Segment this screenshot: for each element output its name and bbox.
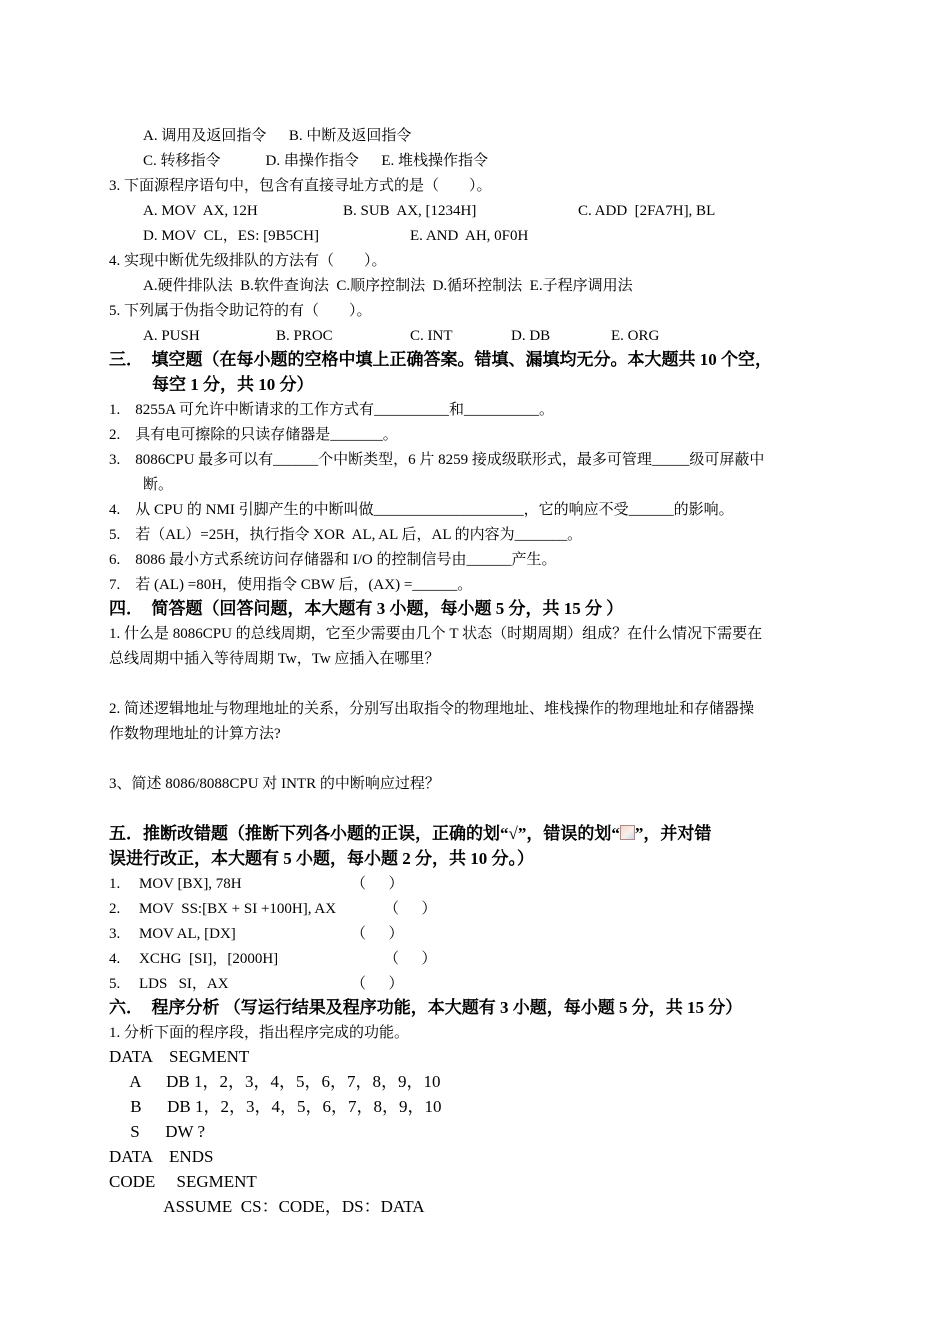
fill-item-5: 5. 若（AL）=25H，执行指令 XOR AL, AL 后，AL 的内容为_______。	[109, 527, 583, 543]
q4-options: A.硬件排队法 B.软件查询法 C.顺序控制法 D.循环控制法 E.子程序调用法	[143, 278, 633, 294]
q5-stem: 5. 下列属于伪指令助记符的有（ ）。	[109, 303, 372, 319]
q3-stem: 3. 下面源程序语句中，包含有直接寻址方式的是（ ）。	[109, 178, 492, 194]
section3-title-cont: 每空 1 分，共 10 分）	[152, 375, 314, 394]
check-mark-icon: √	[508, 824, 518, 843]
q3-option-b: B. SUB AX, [1234H]	[343, 203, 477, 219]
q3-option-a: A. MOV AX, 12H	[143, 203, 258, 219]
program-q1: 1. 分析下面的程序段，指出程序完成的功能。	[109, 1025, 410, 1041]
short-q2-line-1: 2. 简述逻辑地址与物理地址的关系，分别写出取指令的物理地址、堆栈操作的物理地址和存储器操	[109, 701, 755, 717]
fill-item-1: 1. 8255A 可允许中断请求的工作方式有__________和__________。	[109, 402, 555, 418]
short-q1-line-2: 总线周期中插入等待周期 Tw，Tw 应插入在哪里？	[109, 651, 440, 667]
judge-item-2: 2. MOV SS:[BX + SI +100H], AX	[109, 901, 337, 917]
code-line-3: B DB 1，2，3，4，5，6，7，8，9，10	[109, 1097, 442, 1116]
judge-item-2-paren: （ ）	[384, 901, 437, 917]
cross-image-icon	[620, 825, 635, 840]
code-line-7: ASSUME CS：CODE，DS：DATA	[109, 1197, 425, 1216]
judge-item-4: 4. XCHG [SI]，[2000H]	[109, 951, 279, 967]
fill-item-6: 6. 8086 最小方式系统访问存储器和 I/O 的控制信号由______产生。	[109, 552, 557, 568]
judge-item-5-paren: （ ）	[351, 976, 404, 992]
section5-title-cont: 误进行改正，本大题有 5 小题，每小题 2 分，共 10 分。）	[109, 849, 534, 868]
fill-item-2: 2. 具有电可擦除的只读存储器是_______。	[109, 427, 398, 443]
judge-item-1-paren: （ ）	[351, 876, 404, 892]
q5-option-c: C. INT	[410, 328, 453, 344]
code-line-2: A DB 1，2，3，4，5，6，7，8，9，10	[109, 1072, 441, 1091]
fill-item-7: 7. 若 (AL) =80H，使用指令 CBW 后，(AX) =______。	[109, 577, 473, 593]
q5-option-d: D. DB	[511, 328, 551, 344]
q5-option-b: B. PROC	[276, 328, 333, 344]
section5-title-part-b: ”，错误的划“	[517, 824, 620, 843]
q3-option-d: D. MOV CL，ES: [9B5CH]	[143, 228, 319, 244]
judge-item-3-paren: （ ）	[351, 926, 404, 942]
section5-title-part-a: 五．推断改错题（推断下列各小题的正误，正确的划“	[109, 824, 509, 843]
code-line-4: S DW ?	[109, 1122, 206, 1141]
fill-item-3-cont: 断。	[143, 477, 174, 493]
fill-item-3: 3. 8086CPU 最多可以有______个中断类型，6 片 8259 接成级联形式，最多可管理_____级可屏蔽中	[109, 452, 765, 468]
section6-title: 六． 程序分析 （写运行结果及程序功能，本大题有 3 小题，每小题 5 分，共 15 分）	[109, 998, 743, 1017]
short-q1-line-1: 1. 什么是 8086CPU 的总线周期，它至少需要由几个 T 状态（时期周期）组成？在什么情况下需要在	[109, 626, 763, 642]
q4-stem: 4. 实现中断优先级排队的方法有（ ）。	[109, 253, 387, 269]
q3-option-e: E. AND AH, 0F0H	[410, 228, 529, 244]
code-line-6: CODE SEGMENT	[109, 1172, 257, 1191]
q3-option-c: C. ADD [2FA7H], BL	[578, 203, 716, 219]
q5-option-a: A. PUSH	[143, 328, 200, 344]
fill-item-4: 4. 从 CPU 的 NMI 引脚产生的中断叫做____________________，它的响应不受______的影响。	[109, 502, 734, 518]
judge-item-4-paren: （ ）	[384, 951, 437, 967]
section5-title	[109, 823, 711, 845]
section3-title: 三． 填空题（在每小题的空格中填上正确答案。错填、漏填均无分。本大题共 10 个空，	[109, 350, 772, 369]
short-q2-line-2: 作数物理地址的计算方法?	[109, 726, 281, 742]
code-line-5: DATA ENDS	[109, 1147, 214, 1166]
q5-option-e: E. ORG	[611, 328, 660, 344]
judge-item-5: 5. LDS SI，AX	[109, 976, 229, 992]
q2-option-line-1: A. 调用及返回指令 B. 中断及返回指令	[143, 128, 412, 144]
judge-item-1: 1. MOV [BX], 78H	[109, 876, 242, 892]
section4-title: 四． 简答题（回答问题，本大题有 3 小题，每小题 5 分，共 15 分 ）	[109, 599, 624, 618]
section5-title-part-c: ”，并对错	[634, 824, 712, 843]
q2-option-line-2: C. 转移指令 D. 串操作指令 E. 堆栈操作指令	[143, 153, 489, 169]
judge-item-3: 3. MOV AL, [DX]	[109, 926, 236, 942]
code-line-1: DATA SEGMENT	[109, 1047, 250, 1066]
short-q3: 3、简述 8086/8088CPU 对 INTR 的中断响应过程？	[109, 776, 440, 792]
